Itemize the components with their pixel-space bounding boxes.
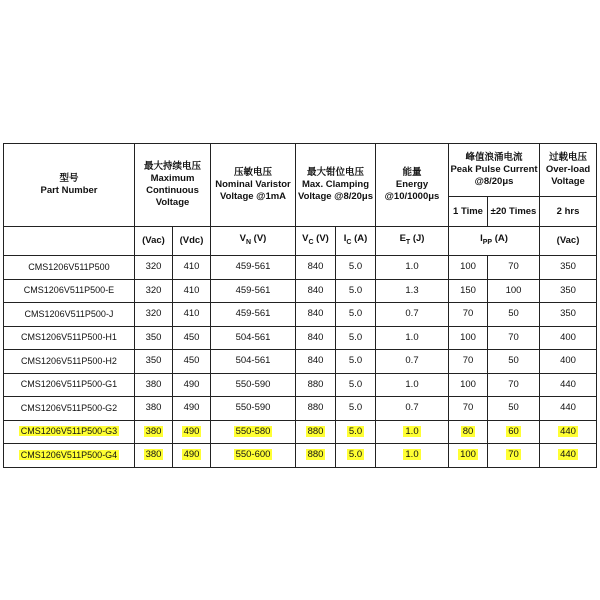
header-peak-1time: 1 Time	[449, 197, 488, 227]
cell-value: 350	[560, 261, 576, 273]
cell-value: 410	[183, 284, 200, 296]
cell-i1	[449, 350, 488, 374]
cell-et	[376, 397, 449, 421]
cell-value: 5.0	[348, 355, 363, 367]
unit-vc: $V_C$ (V)	[296, 227, 336, 256]
cell-value: 0.7	[405, 402, 419, 414]
spec-table	[3, 143, 597, 468]
cell-i20	[488, 397, 540, 421]
header-part-number: 型号 Part Number	[4, 144, 135, 227]
header-peak-pulse: 峰值浪涌电流 Peak Pulse Current @8/20μs	[449, 144, 540, 197]
cell-value: 350	[145, 331, 162, 343]
cell-i1	[449, 303, 488, 327]
cell-et	[376, 326, 449, 350]
cell-value: 490	[183, 425, 200, 437]
cell-vac	[135, 420, 173, 444]
cell-value: 490	[183, 402, 200, 414]
cell-vn	[211, 279, 296, 303]
cell-vc	[296, 256, 336, 280]
cell-i1	[449, 444, 488, 468]
data-rows	[4, 256, 597, 468]
cell-value: 1.0	[405, 261, 419, 273]
header-overload: 过载电压 Over-load Voltage	[540, 144, 597, 197]
cell-value: 5.0	[348, 449, 363, 461]
header-energy: 能量 Energy @10/1000μs	[376, 144, 449, 227]
cell-part	[4, 256, 135, 280]
cell-vac	[135, 303, 173, 327]
cell-value: 80	[462, 425, 474, 437]
cell-vn	[211, 350, 296, 374]
cell-value: 5.0	[348, 331, 363, 343]
cell-vc	[296, 397, 336, 421]
cell-value: 490	[183, 378, 200, 390]
unit-part	[4, 227, 135, 256]
cell-value: 100	[460, 331, 476, 343]
cell-value: 60	[508, 425, 519, 437]
cell-vn	[211, 444, 296, 468]
table-row	[4, 420, 597, 444]
table-row	[4, 256, 597, 280]
cell-ic	[336, 350, 376, 374]
cell-i1	[449, 326, 488, 350]
cell-value: 840	[307, 284, 324, 296]
cell-ic	[336, 420, 376, 444]
cell-value: 550-600	[235, 449, 271, 461]
cell-vdc	[173, 279, 211, 303]
cell-value: 150	[460, 284, 476, 296]
cell-value: 70	[508, 261, 519, 273]
cell-ov	[540, 326, 597, 350]
cell-value: 490	[183, 449, 200, 461]
cell-value: 320	[145, 284, 162, 296]
cell-value: 50	[508, 355, 519, 367]
cell-value: 880	[307, 402, 324, 414]
cell-value: CMS1206V511P500-G2	[20, 402, 118, 413]
cell-ov	[540, 303, 597, 327]
cell-value: 50	[508, 308, 519, 320]
cell-value: 380	[145, 425, 162, 437]
cell-value: CMS1206V511P500-J	[24, 308, 114, 319]
cell-value: 880	[307, 425, 324, 437]
cell-value: 5.0	[348, 378, 363, 390]
cell-i20	[488, 256, 540, 280]
cell-ov	[540, 444, 597, 468]
cell-ic	[336, 444, 376, 468]
cell-vn	[211, 420, 296, 444]
cell-value: CMS1206V511P500-H2	[21, 355, 117, 366]
cell-value: 550-590	[235, 402, 271, 414]
cell-value: 1.0	[405, 449, 419, 461]
cell-value: 400	[560, 355, 576, 367]
cell-value: 0.7	[405, 308, 419, 320]
cell-value: 459-561	[235, 308, 271, 320]
cell-value: 5.0	[348, 402, 363, 414]
cell-value: 840	[307, 261, 324, 273]
cell-vn	[211, 303, 296, 327]
cell-vac	[135, 350, 173, 374]
cell-i20	[488, 303, 540, 327]
cell-value: 0.7	[405, 355, 419, 367]
cell-i1	[449, 420, 488, 444]
cell-value: 70	[508, 331, 519, 343]
header-max-continuous: 最大持续电压 Maximum Continuous Voltage	[135, 144, 211, 227]
cell-value: 1.3	[405, 284, 419, 296]
cell-value: 440	[560, 378, 576, 390]
cell-value: 350	[560, 308, 576, 320]
cell-value: 410	[183, 261, 200, 273]
cell-value: CMS1206V511P500-E	[23, 285, 115, 296]
cell-i1	[449, 373, 488, 397]
cell-value: 440	[560, 449, 576, 461]
cell-part	[4, 350, 135, 374]
cell-value: 70	[508, 449, 519, 461]
cell-vc	[296, 373, 336, 397]
unit-vdc: (Vdc)	[173, 227, 211, 256]
cell-value: 5.0	[348, 261, 363, 273]
table-row	[4, 326, 597, 350]
cell-value: 5.0	[348, 308, 363, 320]
cell-vdc	[173, 397, 211, 421]
cell-value: 840	[307, 331, 324, 343]
cell-value: 70	[462, 355, 474, 367]
cell-vdc	[173, 420, 211, 444]
cell-ic	[336, 326, 376, 350]
cell-value: 100	[505, 284, 522, 296]
cell-vac	[135, 444, 173, 468]
cell-ic	[336, 373, 376, 397]
cell-et	[376, 444, 449, 468]
cell-value: 400	[560, 331, 576, 343]
cell-vc	[296, 350, 336, 374]
cell-value: 459-561	[235, 261, 271, 273]
cell-ic	[336, 256, 376, 280]
cell-ic	[336, 279, 376, 303]
cell-ov	[540, 420, 597, 444]
cell-value: 320	[145, 261, 162, 273]
cell-value: 504-561	[235, 355, 271, 367]
cell-value: 1.0	[405, 331, 419, 343]
cell-vc	[296, 444, 336, 468]
cell-vdc	[173, 303, 211, 327]
cell-value: CMS1206V511P500-G4	[20, 449, 118, 460]
unit-ic: $I_C$ (A)	[336, 227, 376, 256]
cell-value: CMS1206V511P500-G3	[20, 426, 118, 437]
cell-vn	[211, 397, 296, 421]
cell-vdc	[173, 350, 211, 374]
cell-ov	[540, 279, 597, 303]
cell-et	[376, 303, 449, 327]
cell-part	[4, 444, 135, 468]
unit-vn: $V_N$ (V)	[211, 227, 296, 256]
cell-value: 450	[183, 355, 200, 367]
cell-part	[4, 303, 135, 327]
cell-value: 504-561	[235, 331, 271, 343]
cell-vac	[135, 373, 173, 397]
cell-i20	[488, 279, 540, 303]
cell-part	[4, 373, 135, 397]
table-row	[4, 350, 597, 374]
cell-et	[376, 279, 449, 303]
cell-value: 5.0	[348, 284, 363, 296]
cell-vdc	[173, 444, 211, 468]
cell-value: 320	[145, 308, 162, 320]
cell-vn	[211, 256, 296, 280]
cell-part	[4, 420, 135, 444]
header-clamping-voltage: 最大钳位电压 Max. Clamping Voltage @8/20μs	[296, 144, 376, 227]
header-peak-20times: ±20 Times	[488, 197, 540, 227]
cell-ov	[540, 397, 597, 421]
cell-value: 459-561	[235, 284, 271, 296]
cell-value: 880	[307, 378, 324, 390]
cell-ic	[336, 303, 376, 327]
unit-overload: (Vac)	[540, 227, 597, 256]
cell-value: 1.0	[405, 378, 419, 390]
cell-value: 550-580	[235, 425, 271, 437]
cell-value: 550-590	[235, 378, 271, 390]
header-nominal-voltage: 压敏电压 Nominal Varistor Voltage @1mA	[211, 144, 296, 227]
cell-value: 440	[560, 425, 576, 437]
cell-value: 410	[183, 308, 200, 320]
cell-vc	[296, 279, 336, 303]
cell-value: 840	[307, 308, 324, 320]
cell-value: 440	[560, 402, 576, 414]
unit-vac: (Vac)	[135, 227, 173, 256]
cell-et	[376, 350, 449, 374]
cell-value: 100	[460, 378, 476, 390]
cell-value: CMS1206V511P500-G1	[20, 379, 118, 390]
cell-part	[4, 279, 135, 303]
cell-vac	[135, 397, 173, 421]
cell-ic	[336, 397, 376, 421]
cell-value: 1.0	[405, 425, 419, 437]
cell-value: 840	[307, 355, 324, 367]
unit-ipp: $I_{PP}$ (A)	[449, 227, 540, 256]
cell-vac	[135, 326, 173, 350]
cell-et	[376, 373, 449, 397]
cell-i1	[449, 397, 488, 421]
cell-value: 5.0	[348, 425, 363, 437]
cell-ov	[540, 373, 597, 397]
cell-i20	[488, 326, 540, 350]
cell-i20	[488, 373, 540, 397]
cell-part	[4, 326, 135, 350]
cell-value: 380	[145, 378, 162, 390]
cell-vdc	[173, 256, 211, 280]
table-row	[4, 303, 597, 327]
cell-i20	[488, 420, 540, 444]
cell-i20	[488, 444, 540, 468]
cell-vc	[296, 420, 336, 444]
cell-value: 380	[145, 449, 162, 461]
cell-value: 380	[145, 402, 162, 414]
cell-value: 70	[462, 402, 474, 414]
cell-value: CMS1206V511P500-H1	[21, 332, 117, 343]
cell-i1	[449, 279, 488, 303]
cell-value: 70	[462, 308, 474, 320]
table-row	[4, 444, 597, 468]
cell-et	[376, 256, 449, 280]
cell-vdc	[173, 373, 211, 397]
cell-value: 350	[560, 284, 576, 296]
cell-value: 880	[307, 449, 324, 461]
cell-ov	[540, 256, 597, 280]
cell-value: 100	[460, 449, 476, 461]
cell-vdc	[173, 326, 211, 350]
cell-vc	[296, 303, 336, 327]
unit-et: $E_T$ (J)	[376, 227, 449, 256]
header-overload-time: 2 hrs	[540, 197, 597, 227]
cell-vac	[135, 279, 173, 303]
table-row	[4, 279, 597, 303]
cell-ov	[540, 350, 597, 374]
cell-value: 50	[508, 402, 519, 414]
cell-et	[376, 420, 449, 444]
cell-value: CMS1206V511P500	[28, 261, 110, 272]
table-row	[4, 397, 597, 421]
cell-i1	[449, 256, 488, 280]
cell-vac	[135, 256, 173, 280]
cell-value: 450	[183, 331, 200, 343]
cell-value: 70	[508, 378, 519, 390]
cell-vn	[211, 373, 296, 397]
cell-i20	[488, 350, 540, 374]
cell-vc	[296, 326, 336, 350]
cell-value: 100	[460, 261, 476, 273]
cell-value: 350	[145, 355, 162, 367]
cell-part	[4, 397, 135, 421]
table-row	[4, 373, 597, 397]
cell-vn	[211, 326, 296, 350]
